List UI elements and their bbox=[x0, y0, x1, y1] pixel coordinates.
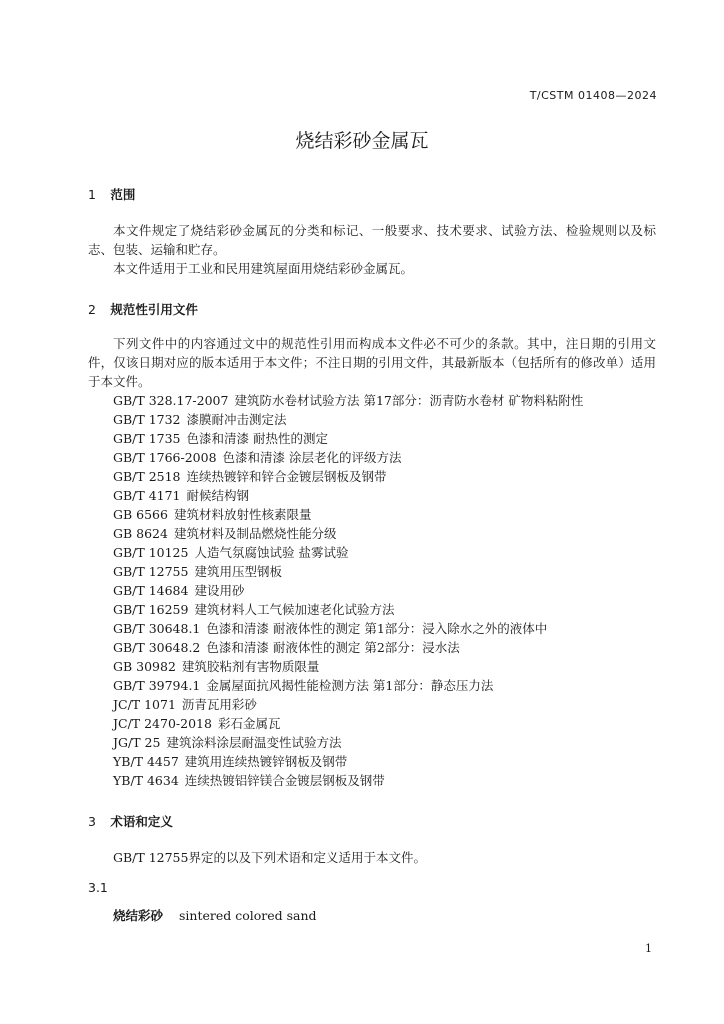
reference-item bbox=[113, 524, 583, 543]
reference-title: 彩石金属瓦 bbox=[217, 716, 281, 731]
reference-item bbox=[113, 638, 583, 657]
reference-code: GB/T 10125 bbox=[113, 545, 189, 560]
reference-item bbox=[113, 733, 583, 752]
reference-code: GB/T 328.17-2007 bbox=[113, 393, 229, 408]
reference-code: YB/T 4634 bbox=[113, 773, 179, 788]
reference-code: JG/T 25 bbox=[113, 735, 161, 750]
reference-title: 连续热镀铝锌镁合金镀层钢板及钢带 bbox=[184, 773, 385, 788]
reference-code: GB/T 30648.1 bbox=[113, 621, 201, 636]
reference-title: 色漆和清漆 耐液体性的测定 第1部分：浸入除水之外的液体中 bbox=[206, 621, 548, 636]
reference-item bbox=[113, 771, 583, 790]
reference-code: GB/T 2518 bbox=[113, 469, 181, 484]
reference-code: GB/T 30648.2 bbox=[113, 640, 201, 655]
reference-title: 耐候结构钢 bbox=[186, 488, 250, 503]
reference-item bbox=[113, 562, 583, 581]
reference-item bbox=[113, 581, 583, 600]
terms-intro: GB/T 12755界定的以及下列术语和定义适用于本文件。 bbox=[113, 850, 426, 865]
section-1-heading bbox=[88, 185, 135, 203]
reference-title: 建筑胶粘剂有害物质限量 bbox=[181, 659, 320, 674]
reference-item bbox=[113, 391, 583, 410]
reference-code: GB/T 1732 bbox=[113, 412, 181, 427]
reference-title: 色漆和清漆 耐液体性的测定 第2部分：浸水法 bbox=[206, 640, 460, 655]
section-number: 1 bbox=[88, 187, 96, 202]
reference-title: 建筑材料人工气候加速老化试验方法 bbox=[194, 602, 395, 617]
reference-code: GB 30982 bbox=[113, 659, 176, 674]
reference-item bbox=[113, 543, 583, 562]
term-english: sintered colored sand bbox=[179, 908, 317, 923]
section-number: 2 bbox=[88, 302, 96, 317]
reference-code: GB 6566 bbox=[113, 507, 168, 522]
reference-code: GB/T 14684 bbox=[113, 583, 189, 598]
reference-list bbox=[113, 391, 583, 790]
reference-item bbox=[113, 600, 583, 619]
scope-paragraph-1: 本文件规定了烧结彩砂金属瓦的分类和标记、一般要求、技术要求、试验方法、检验规则以及标志、包装、运输和贮存。 bbox=[88, 223, 656, 257]
reference-item bbox=[113, 714, 583, 733]
document-title: 烧结彩砂金属瓦 bbox=[295, 130, 429, 152]
section-2-heading bbox=[88, 300, 198, 318]
reference-title: 色漆和清漆 涂层老化的评级方法 bbox=[222, 450, 402, 465]
reference-item bbox=[113, 410, 583, 429]
normative-references-intro: 下列文件中的内容通过文中的规范性引用而构成本文件必不可少的条款。其中，注日期的引用文件，仅该日期对应的版本适用于本文件；不注日期的引用文件，其最新版本（包括所有的修改单）适用于本文件。 bbox=[88, 336, 656, 389]
reference-title: 建设用砂 bbox=[194, 583, 245, 598]
reference-title: 建筑材料放射性核素限量 bbox=[173, 507, 312, 522]
reference-title: 建筑防水卷材试验方法 第17部分：沥青防水卷材 矿物料粘附性 bbox=[234, 393, 584, 408]
reference-item bbox=[113, 467, 583, 486]
scope-paragraph-2: 本文件适用于工业和民用建筑屋面用烧结彩砂金属瓦。 bbox=[113, 261, 414, 276]
reference-code: GB 8624 bbox=[113, 526, 168, 541]
reference-title: 人造气氛腐蚀试验 盐雾试验 bbox=[194, 545, 349, 560]
standard-code: T/CSTM 01408—2024 bbox=[529, 89, 657, 102]
section-title: 范围 bbox=[110, 187, 136, 202]
reference-title: 建筑用连续热镀锌钢板及钢带 bbox=[184, 754, 348, 769]
reference-item bbox=[113, 752, 583, 771]
section-title: 规范性引用文件 bbox=[110, 302, 198, 317]
reference-title: 建筑材料及制品燃烧性能分级 bbox=[173, 526, 337, 541]
reference-item bbox=[113, 695, 583, 714]
reference-title: 沥青瓦用彩砂 bbox=[181, 697, 257, 712]
reference-code: YB/T 4457 bbox=[113, 754, 179, 769]
reference-code: GB/T 4171 bbox=[113, 488, 181, 503]
reference-code: JC/T 2470-2018 bbox=[113, 716, 212, 731]
reference-title: 建筑涂料涂层耐温变性试验方法 bbox=[166, 735, 342, 750]
subsection-number: 3.1 bbox=[88, 880, 108, 895]
reference-title: 建筑用压型钢板 bbox=[194, 564, 282, 579]
reference-code: JC/T 1071 bbox=[113, 697, 176, 712]
reference-title: 色漆和清漆 耐热性的测定 bbox=[186, 431, 328, 446]
reference-item bbox=[113, 505, 583, 524]
term-chinese: 烧结彩砂 bbox=[113, 908, 164, 923]
reference-code: GB/T 1766-2008 bbox=[113, 450, 217, 465]
reference-item bbox=[113, 429, 583, 448]
reference-item bbox=[113, 486, 583, 505]
reference-code: GB/T 1735 bbox=[113, 431, 181, 446]
section-number: 3 bbox=[88, 814, 96, 829]
reference-item bbox=[113, 619, 583, 638]
reference-title: 连续热镀锌和锌合金镀层钢板及钢带 bbox=[186, 469, 387, 484]
reference-code: GB/T 12755 bbox=[113, 564, 189, 579]
reference-code: GB/T 16259 bbox=[113, 602, 189, 617]
page-number: 1 bbox=[645, 942, 652, 955]
reference-item bbox=[113, 676, 583, 695]
reference-title: 金属屋面抗风揭性能检测方法 第1部分：静态压力法 bbox=[206, 678, 494, 693]
term-entry bbox=[113, 906, 317, 924]
reference-code: GB/T 39794.1 bbox=[113, 678, 201, 693]
reference-item bbox=[113, 448, 583, 467]
reference-title: 漆膜耐冲击测定法 bbox=[186, 412, 287, 427]
section-3-heading bbox=[88, 812, 173, 830]
section-title: 术语和定义 bbox=[110, 814, 173, 829]
reference-item bbox=[113, 657, 583, 676]
